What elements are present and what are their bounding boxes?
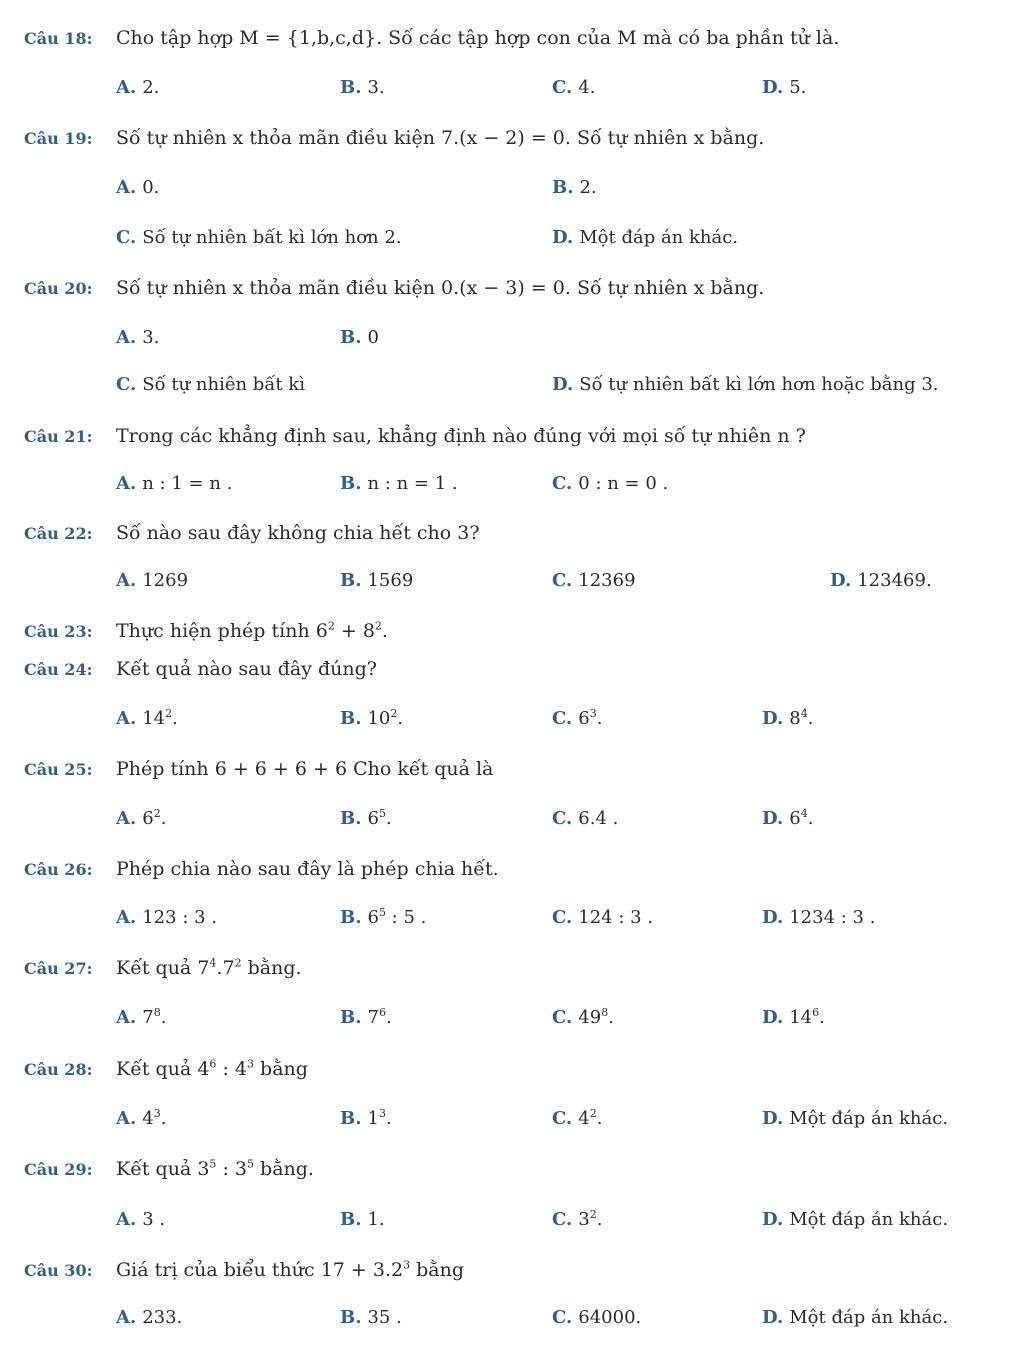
option-c: C. 4. — [552, 77, 596, 98]
question-number: Câu 25: — [24, 760, 93, 779]
question-19 — [24, 126, 1004, 151]
question-text: Kết quả $3^5$ : $3^5$ bằng. — [116, 1157, 314, 1180]
option-c: C. $6^3$. — [552, 707, 603, 729]
option-b: B. 0 — [340, 327, 379, 348]
option-a: A. $14^2$. — [116, 707, 178, 729]
question-number: Câu 29: — [24, 1160, 93, 1179]
option-a: A. $4^3$. — [116, 1107, 167, 1129]
question-text: Cho tập hợp M = {1,b,c,d}. Số các tập hợp con của M mà có ba phần tử là. — [116, 27, 840, 49]
option-c: C. Số tự nhiên bất kì lớn hơn 2. — [116, 227, 402, 248]
option-b: B. 2. — [552, 177, 597, 198]
option-d: D. $6^4$. — [762, 807, 814, 829]
question-29 — [24, 1157, 1004, 1182]
option-a: A. 123 : 3 . — [116, 907, 217, 928]
option-a: A. 0. — [116, 177, 160, 198]
option-c: C. 6.4 . — [552, 808, 619, 829]
option-b: B. 1569 — [340, 570, 414, 591]
option-b: B. $6^5$. — [340, 807, 392, 829]
option-c: C. $49^8$. — [552, 1006, 614, 1028]
option-a: A. 233. — [116, 1307, 183, 1328]
option-a: A. 1269 — [116, 570, 189, 591]
question-text: Phép tính 6 + 6 + 6 + 6 Cho kết quả là — [116, 758, 494, 780]
option-a: A. $7^8$. — [116, 1006, 167, 1028]
option-c: C. Số tự nhiên bất kì — [116, 374, 305, 395]
question-21 — [24, 424, 1004, 449]
question-text: Số nào sau đây không chia hết cho 3? — [116, 522, 480, 544]
question-text: Số tự nhiên x thỏa mãn điều kiện 7.(x − 2) = 0. Số tự nhiên x bằng. — [116, 127, 765, 149]
question-number: Câu 30: — [24, 1261, 93, 1280]
question-number: Câu 18: — [24, 29, 93, 48]
question-text: Thực hiện phép tính $6^2 + 8^2$. — [116, 619, 388, 642]
question-number: Câu 26: — [24, 860, 93, 879]
question-number: Câu 23: — [24, 622, 93, 641]
question-text: Kết quả nào sau đây đúng? — [116, 658, 377, 680]
question-number: Câu 22: — [24, 524, 93, 543]
option-a: A. 2. — [116, 77, 160, 98]
option-a: A. 3 . — [116, 1209, 166, 1230]
option-b: B. 35 . — [340, 1307, 402, 1328]
option-b: B. n : n = 1 . — [340, 473, 458, 494]
question-text: Trong các khẳng định sau, khẳng định nào đúng với mọi số tự nhiên n ? — [116, 425, 806, 447]
option-d: D. Một đáp án khác. — [762, 1108, 949, 1129]
option-a: A. $6^2$. — [116, 807, 167, 829]
question-30 — [24, 1258, 1004, 1283]
question-number: Câu 27: — [24, 959, 93, 978]
option-d: D. $14^6$. — [762, 1006, 825, 1028]
question-18 — [24, 26, 1004, 51]
question-20 — [24, 276, 1004, 301]
question-26 — [24, 857, 1004, 882]
option-a: A. n : 1 = n . — [116, 473, 233, 494]
question-25 — [24, 757, 1004, 782]
option-c: C. $3^2$. — [552, 1208, 603, 1230]
option-b: B. $1^3$. — [340, 1107, 392, 1129]
question-24 — [24, 657, 1004, 682]
option-d: D. 123469. — [830, 570, 932, 591]
question-22 — [24, 521, 1004, 546]
option-c: C. 12369 — [552, 570, 636, 591]
question-27 — [24, 956, 1004, 981]
option-b: B. $7^6$. — [340, 1006, 392, 1028]
question-text: Kết quả $7^4.7^2$ bằng. — [116, 956, 302, 979]
option-d: D. Một đáp án khác. — [762, 1307, 949, 1328]
question-text: Phép chia nào sau đây là phép chia hết. — [116, 858, 499, 880]
option-c: C. 0 : n = 0 . — [552, 473, 669, 494]
option-d: D. Số tự nhiên bất kì lớn hơn hoặc bằng 3. — [552, 374, 939, 395]
question-number: Câu 21: — [24, 427, 93, 446]
option-c: C. 124 : 3 . — [552, 907, 654, 928]
question-text: Kết quả $4^6$ : $4^3$ bằng — [116, 1057, 308, 1080]
question-23 — [24, 619, 1004, 644]
option-b: B. $10^2$. — [340, 707, 404, 729]
question-text: Giá trị của biểu thức $17 + 3.2^3$ bằng — [116, 1258, 465, 1281]
question-number: Câu 24: — [24, 660, 93, 679]
question-28 — [24, 1057, 1004, 1082]
option-b: B. 1. — [340, 1209, 385, 1230]
option-c: C. 64000. — [552, 1307, 642, 1328]
option-a: A. 3. — [116, 327, 160, 348]
question-number: Câu 28: — [24, 1060, 93, 1079]
question-number: Câu 20: — [24, 279, 93, 298]
option-d: D. Một đáp án khác. — [762, 1209, 949, 1230]
question-text: Số tự nhiên x thỏa mãn điều kiện 0.(x − 3) = 0. Số tự nhiên x bằng. — [116, 277, 765, 299]
option-d: D. Một đáp án khác. — [552, 227, 739, 248]
option-d: D. 5. — [762, 77, 807, 98]
option-d: D. $8^4$. — [762, 707, 814, 729]
option-c: C. $4^2$. — [552, 1107, 603, 1129]
option-b: B. $6^5$ : 5 . — [340, 906, 427, 928]
option-b: B. 3. — [340, 77, 385, 98]
option-d: D. 1234 : 3 . — [762, 907, 876, 928]
question-number: Câu 19: — [24, 129, 93, 148]
